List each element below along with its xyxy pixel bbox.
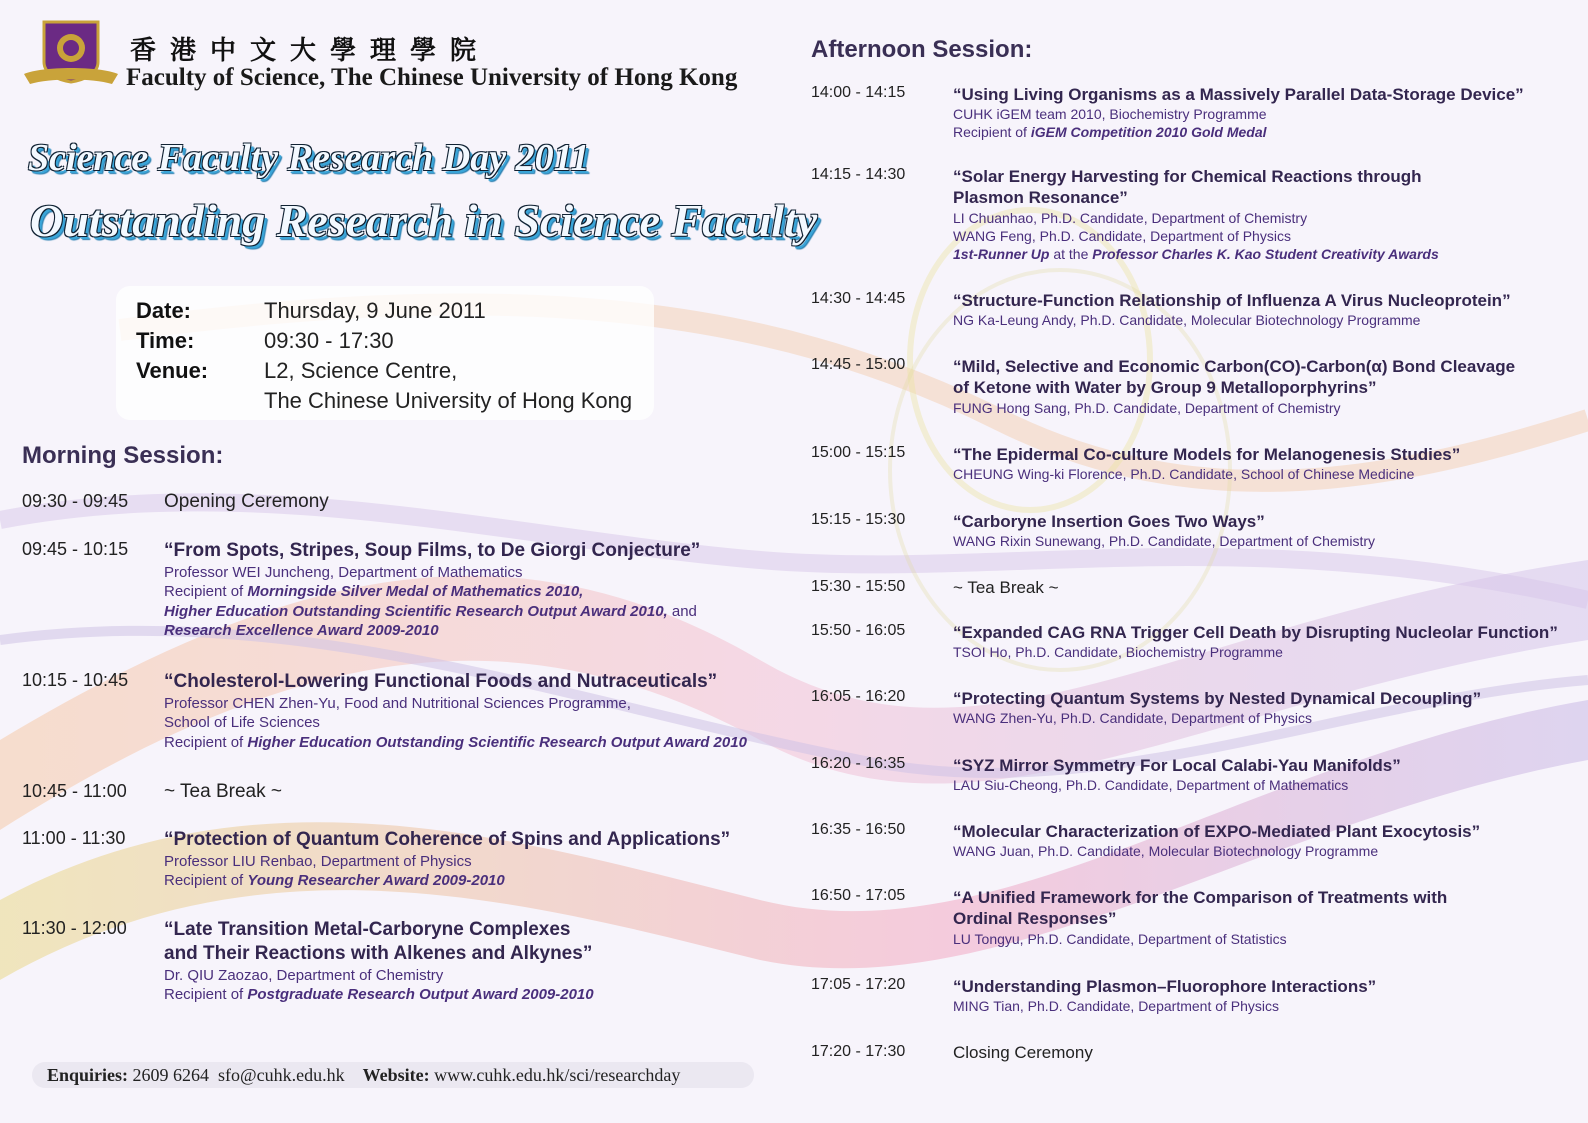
slot-time: 16:50 - 17:05	[811, 887, 906, 904]
website-link[interactable]: www.cuhk.edu.hk/sci/researchday	[434, 1065, 681, 1085]
venue-line2: The Chinese University of Hong Kong	[264, 388, 633, 413]
date-value: Thursday, 9 June 2011	[264, 298, 486, 323]
speaker: CHEUNG Wing-ki Florence, Ph.D. Candidate, School of Chinese Medicine	[953, 466, 1415, 483]
speaker-affiliation: School of Life Sciences	[164, 714, 320, 732]
slot-time: 17:20 - 17:30	[811, 1043, 906, 1060]
award-line: Recipient of iGEM Competition 2010 Gold Medal	[953, 124, 1267, 141]
time-row	[136, 328, 394, 354]
university-crest-logo	[22, 18, 120, 86]
award-line: Recipient of Postgraduate Research Output Award 2009-2010	[164, 986, 594, 1003]
talk-title-line2: of Ketone with Water by Group 9 Metalloporphyrins”	[953, 378, 1377, 398]
morning-session-heading: Morning Session:	[22, 442, 224, 469]
talk-title: “A Unified Framework for the Comparison of Treatments with	[953, 888, 1448, 907]
talk-title: “Structure-Function Relationship of Influenza A Virus Nucleoprotein”	[953, 291, 1511, 310]
slot-time: 11:30 - 12:00	[22, 918, 127, 938]
speaker: WANG Rixin Sunewang, Ph.D. Candidate, Department of Chemistry	[953, 533, 1375, 550]
award-line: Recipient of Higher Education Outstanding Scientific Research Output Award 2010	[164, 733, 747, 751]
speaker: MING Tian, Ph.D. Candidate, Department of Physics	[953, 998, 1280, 1015]
award-line: Higher Education Outstanding Scientific Research Output Award 2010, and	[164, 602, 697, 620]
talk-title-line2: and Their Reactions with Alkenes and Alkynes”	[164, 942, 593, 964]
speaker: Dr. QIU Zaozao, Department of Chemistry	[164, 966, 444, 984]
speaker: LU Tongyu, Ph.D. Candidate, Department of Statistics	[953, 930, 1287, 947]
talk-title: “Protection of Quantum Coherence of Spins and Applications”	[164, 829, 731, 850]
event-subtitle: Outstanding Research in Science Faculty	[30, 195, 818, 246]
talk-title-line2: Ordinal Responses”	[953, 909, 1117, 929]
speaker: Professor WEI Juncheng, Department of Mathematics	[164, 563, 523, 581]
venue-line1: L2, Science Centre,	[264, 358, 458, 383]
talk-title: “Protecting Quantum Systems by Nested Dynamical Decoupling”	[953, 689, 1482, 708]
speaker: NG Ka-Leung Andy, Ph.D. Candidate, Molecular Biotechnology Programme	[953, 312, 1421, 329]
faculty-name: Faculty of Science, The Chinese University of Hong Kong	[126, 64, 738, 91]
slot-title: Closing Ceremony	[953, 1043, 1093, 1062]
award-line: 1st-Runner Up at the Professor Charles K. Kao Student Creativity Awards	[953, 245, 1439, 262]
enquiries-label: Enquiries:	[47, 1065, 129, 1085]
slot-title: ~ Tea Break ~	[953, 578, 1059, 597]
slot-title: Opening Ceremony	[164, 491, 329, 512]
slot-time: 16:20 - 16:35	[811, 755, 906, 772]
slot-time: 15:15 - 15:30	[811, 511, 906, 528]
talk-title: “Using Living Organisms as a Massively Parallel Data-Storage Device”	[953, 85, 1524, 104]
slot-time: 14:15 - 14:30	[811, 166, 906, 183]
event-info-box	[116, 286, 654, 420]
time-value: 09:30 - 17:30	[264, 328, 394, 353]
slot-time: 10:15 - 10:45	[22, 670, 129, 690]
speaker: LAU Siu-Cheong, Ph.D. Candidate, Department of Mathematics	[953, 777, 1349, 794]
speaker: WANG Feng, Ph.D. Candidate, Department of Physics	[953, 227, 1291, 244]
talk-title: “SYZ Mirror Symmetry For Local Calabi-Yau Manifolds”	[953, 756, 1401, 775]
slot-time: 16:35 - 16:50	[811, 821, 906, 838]
talk-title-line2: Plasmon Resonance”	[953, 188, 1128, 208]
talk-title: “Cholesterol-Lowering Functional Foods and Nutraceuticals”	[164, 671, 718, 692]
talk-title: “Mild, Selective and Economic Carbon(CO)-Carbon(α) Bond Cleavage	[953, 357, 1516, 376]
slot-time: 11:00 - 11:30	[22, 828, 126, 848]
slot-title: ~ Tea Break ~	[164, 781, 282, 802]
afternoon-session-heading: Afternoon Session:	[811, 36, 1033, 63]
award-line: Recipient of Morningside Silver Medal of Mathematics 2010,	[164, 583, 584, 601]
slot-time: 17:05 - 17:20	[811, 976, 906, 993]
slot-time: 09:30 - 09:45	[22, 491, 129, 511]
venue-row-2	[136, 388, 632, 414]
slot-time: 15:50 - 16:05	[811, 622, 906, 639]
award-line: Recipient of Young Researcher Award 2009-2010	[164, 872, 505, 890]
speaker: Professor CHEN Zhen-Yu, Food and Nutritional Sciences Programme,	[164, 694, 631, 712]
talk-title: “The Epidermal Co-culture Models for Melanogenesis Studies”	[953, 445, 1461, 464]
speaker: WANG Zhen-Yu, Ph.D. Candidate, Department of Physics	[953, 710, 1312, 727]
slot-time: 09:45 - 10:15	[22, 539, 129, 559]
talk-title: “Late Transition Metal-Carboryne Complexes	[164, 919, 571, 940]
chinese-faculty-name: 香港中文大學理學院	[130, 36, 491, 66]
award-line: Research Excellence Award 2009-2010	[164, 622, 439, 640]
speaker: WANG Juan, Ph.D. Candidate, Molecular Biotechnology Programme	[953, 843, 1379, 860]
date-label: Date:	[136, 298, 192, 323]
speaker: TSOI Ho, Ph.D. Candidate, Biochemistry Programme	[953, 644, 1283, 661]
website-label: Website:	[362, 1065, 430, 1085]
speaker: LI Chuanhao, Ph.D. Candidate, Department of Chemistry	[953, 209, 1308, 226]
slot-time: 14:00 - 14:15	[811, 84, 906, 101]
date-row	[136, 298, 486, 324]
slot-time: 16:05 - 16:20	[811, 688, 906, 705]
slot-time: 14:45 - 15:00	[811, 356, 906, 373]
talk-title: “Carboryne Insertion Goes Two Ways”	[953, 512, 1265, 531]
email-link[interactable]: sfo@cuhk.edu.hk	[218, 1065, 345, 1085]
talk-title: “Molecular Characterization of EXPO-Mediated Plant Exocytosis”	[953, 822, 1481, 841]
talk-title: “Expanded CAG RNA Trigger Cell Death by Disrupting Nucleolar Function”	[953, 623, 1558, 642]
speaker: FUNG Hong Sang, Ph.D. Candidate, Department of Chemistry	[953, 399, 1341, 416]
time-label: Time:	[136, 328, 195, 353]
venue-row	[136, 358, 457, 384]
talk-title: “From Spots, Stripes, Soup Films, to De Giorgi Conjecture”	[164, 540, 701, 561]
talk-title: “Understanding Plasmon–Fluorophore Interactions”	[953, 977, 1377, 996]
talk-title: “Solar Energy Harvesting for Chemical Reactions through	[953, 167, 1422, 186]
phone-number: 2609 6264	[132, 1065, 210, 1085]
event-title: Science Faculty Research Day 2011	[28, 137, 590, 179]
speaker: Professor LIU Renbao, Department of Physics	[164, 852, 472, 870]
slot-time: 15:00 - 15:15	[811, 444, 906, 461]
slot-time: 10:45 - 11:00	[22, 781, 127, 801]
venue-label: Venue:	[136, 358, 209, 383]
slot-time: 14:30 - 14:45	[811, 290, 906, 307]
speaker: CUHK iGEM team 2010, Biochemistry Programme	[953, 106, 1267, 123]
slot-time: 15:30 - 15:50	[811, 578, 906, 595]
enquiries-footer	[32, 1062, 754, 1088]
